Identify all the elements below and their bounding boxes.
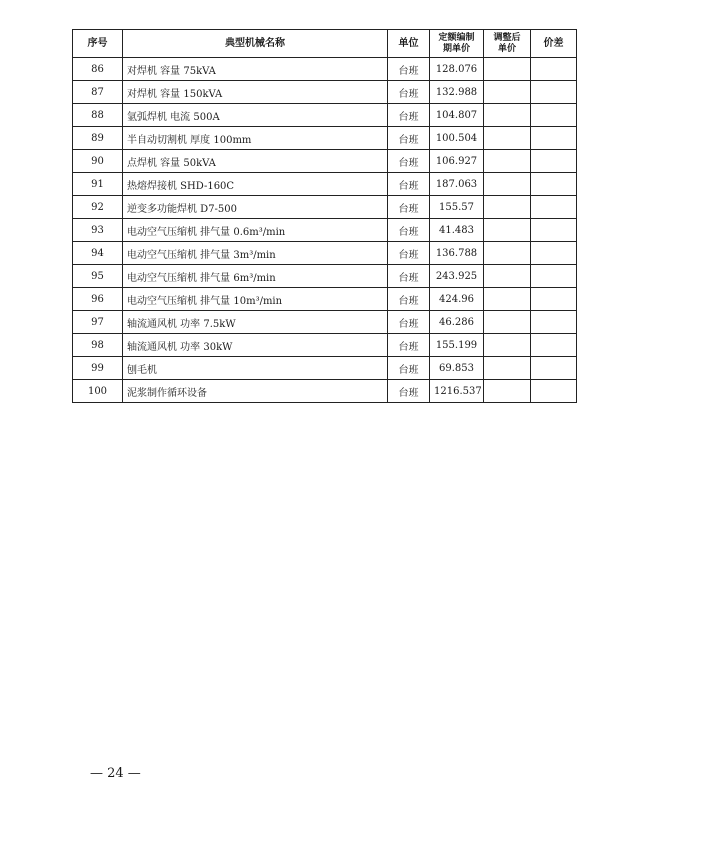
cell-no: 88: [73, 104, 123, 127]
cell-adjusted-price: [484, 104, 531, 127]
table-row: [73, 196, 577, 219]
table-row: [73, 334, 577, 357]
cell-unit: 台班: [388, 196, 430, 219]
cell-quota-price: 187.063: [430, 173, 484, 196]
cell-diff: [531, 150, 577, 173]
cell-unit: 台班: [388, 334, 430, 357]
cell-adjusted-price: [484, 196, 531, 219]
table-row: [73, 173, 577, 196]
cell-no: 91: [73, 173, 123, 196]
cell-unit: 台班: [388, 357, 430, 380]
cell-unit: 台班: [388, 311, 430, 334]
cell-quota-price: 46.286: [430, 311, 484, 334]
cell-diff: [531, 58, 577, 81]
cell-diff: [531, 81, 577, 104]
cell-no: 95: [73, 265, 123, 288]
cell-no: 87: [73, 81, 123, 104]
cell-adjusted-price: [484, 311, 531, 334]
cell-diff: [531, 288, 577, 311]
cell-no: 90: [73, 150, 123, 173]
header-adjusted-line2: 单价: [497, 43, 516, 54]
cell-unit: 台班: [388, 173, 430, 196]
cell-adjusted-price: [484, 150, 531, 173]
cell-unit: 台班: [388, 127, 430, 150]
cell-name: 刨毛机: [123, 357, 388, 380]
cell-name: 泥浆制作循环设备: [123, 380, 388, 403]
cell-name: 电动空气压缩机 排气量 6m³/min: [123, 265, 388, 288]
cell-adjusted-price: [484, 81, 531, 104]
cell-adjusted-price: [484, 219, 531, 242]
cell-no: 89: [73, 127, 123, 150]
cell-name: 对焊机 容量 75kVA: [123, 58, 388, 81]
cell-unit: 台班: [388, 288, 430, 311]
cell-name: 对焊机 容量 150kVA: [123, 81, 388, 104]
cell-unit: 台班: [388, 58, 430, 81]
cell-diff: [531, 334, 577, 357]
table-row: [73, 104, 577, 127]
cell-unit: 台班: [388, 242, 430, 265]
cell-quota-price: 155.199: [430, 334, 484, 357]
cell-name: 电动空气压缩机 排气量 0.6m³/min: [123, 219, 388, 242]
table-row: [73, 58, 577, 81]
cell-unit: 台班: [388, 81, 430, 104]
table-row: [73, 219, 577, 242]
cell-no: 97: [73, 311, 123, 334]
table-row: [73, 265, 577, 288]
cell-adjusted-price: [484, 357, 531, 380]
cell-adjusted-price: [484, 334, 531, 357]
page-number: — 24 —: [90, 766, 141, 781]
header-adjusted-price: [484, 30, 531, 58]
cell-diff: [531, 357, 577, 380]
header-quota-price: [430, 30, 484, 58]
cell-name: 电动空气压缩机 排气量 10m³/min: [123, 288, 388, 311]
cell-no: 98: [73, 334, 123, 357]
table-body: [73, 58, 577, 403]
cell-no: 86: [73, 58, 123, 81]
machinery-price-table: [72, 29, 577, 403]
cell-quota-price: 424.96: [430, 288, 484, 311]
cell-diff: [531, 311, 577, 334]
header-name: 典型机械名称: [123, 30, 388, 58]
cell-adjusted-price: [484, 58, 531, 81]
cell-diff: [531, 173, 577, 196]
cell-name: 电动空气压缩机 排气量 3m³/min: [123, 242, 388, 265]
cell-unit: 台班: [388, 150, 430, 173]
header-quota-price-line2: 期单价: [442, 43, 470, 54]
table-row: [73, 81, 577, 104]
cell-diff: [531, 127, 577, 150]
table-row: [73, 288, 577, 311]
cell-adjusted-price: [484, 127, 531, 150]
cell-name: 热熔焊接机 SHD-160C: [123, 173, 388, 196]
cell-quota-price: 132.988: [430, 81, 484, 104]
cell-diff: [531, 380, 577, 403]
cell-name: 轴流通风机 功率 30kW: [123, 334, 388, 357]
cell-no: 92: [73, 196, 123, 219]
cell-unit: 台班: [388, 265, 430, 288]
cell-diff: [531, 242, 577, 265]
cell-name: 半自动切割机 厚度 100mm: [123, 127, 388, 150]
table-header-row: [73, 30, 577, 58]
table-row: [73, 311, 577, 334]
cell-quota-price: 243.925: [430, 265, 484, 288]
cell-unit: 台班: [388, 219, 430, 242]
cell-unit: 台班: [388, 104, 430, 127]
cell-adjusted-price: [484, 173, 531, 196]
cell-no: 100: [73, 380, 123, 403]
cell-quota-price: 69.853: [430, 357, 484, 380]
cell-diff: [531, 219, 577, 242]
header-unit: 单位: [388, 30, 430, 58]
table-row: [73, 127, 577, 150]
table-row: [73, 150, 577, 173]
cell-no: 94: [73, 242, 123, 265]
cell-quota-price: 155.57: [430, 196, 484, 219]
cell-diff: [531, 196, 577, 219]
cell-quota-price: 41.483: [430, 219, 484, 242]
cell-quota-price: 100.504: [430, 127, 484, 150]
cell-diff: [531, 265, 577, 288]
cell-unit: 台班: [388, 380, 430, 403]
cell-quota-price: 128.076: [430, 58, 484, 81]
table-row: [73, 380, 577, 403]
cell-name: 轴流通风机 功率 7.5kW: [123, 311, 388, 334]
cell-adjusted-price: [484, 265, 531, 288]
cell-quota-price: 136.788: [430, 242, 484, 265]
cell-no: 93: [73, 219, 123, 242]
cell-adjusted-price: [484, 242, 531, 265]
cell-adjusted-price: [484, 288, 531, 311]
cell-quota-price: 104.807: [430, 104, 484, 127]
header-diff: 价差: [531, 30, 577, 58]
cell-quota-price: 106.927: [430, 150, 484, 173]
table-row: [73, 242, 577, 265]
cell-no: 99: [73, 357, 123, 380]
cell-diff: [531, 104, 577, 127]
table-row: [73, 357, 577, 380]
cell-name: 逆变多功能焊机 D7-500: [123, 196, 388, 219]
cell-no: 96: [73, 288, 123, 311]
cell-quota-price: 1216.537: [430, 380, 484, 403]
cell-name: 氩弧焊机 电流 500A: [123, 104, 388, 127]
header-quota-price-line1: 定额编制: [438, 32, 475, 43]
header-no: 序号: [73, 30, 123, 58]
cell-adjusted-price: [484, 380, 531, 403]
header-adjusted-line1: 调整后: [493, 32, 521, 43]
cell-name: 点焊机 容量 50kVA: [123, 150, 388, 173]
